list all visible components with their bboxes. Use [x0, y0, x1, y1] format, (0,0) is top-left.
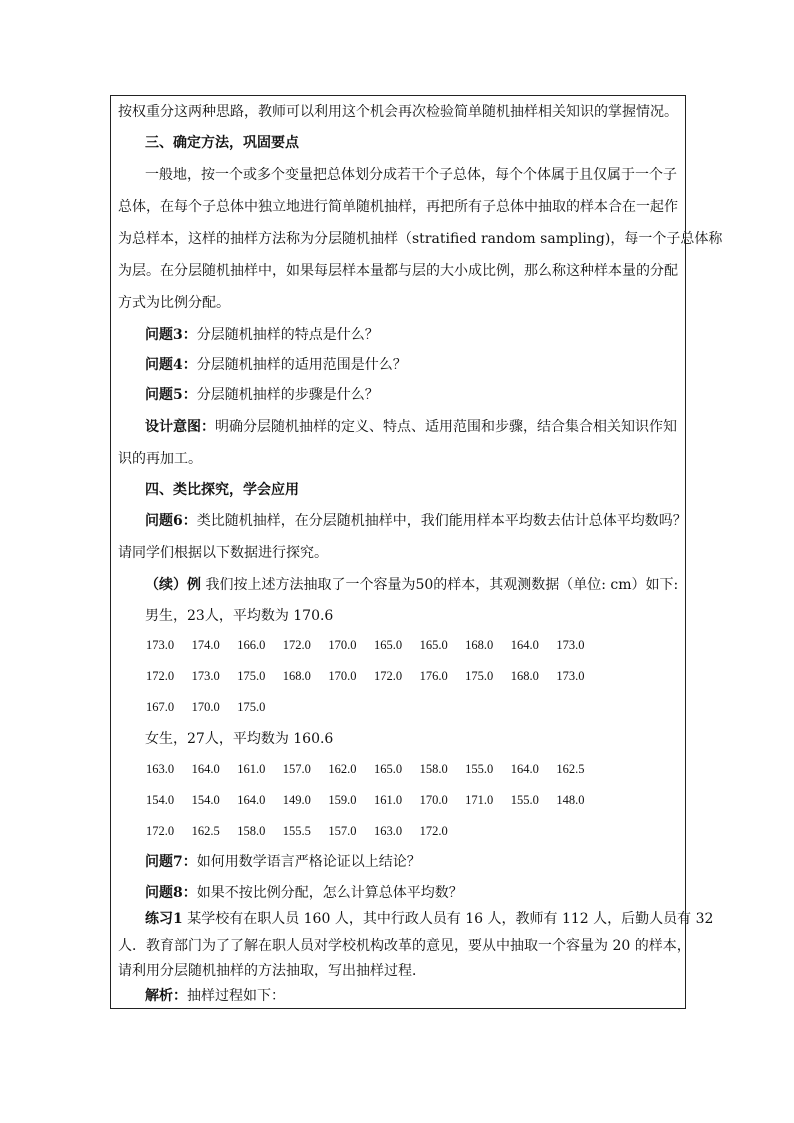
question-6 — [145, 512, 687, 530]
data-value: 154.0 — [146, 793, 175, 807]
design-intent — [145, 418, 677, 436]
text-line: 人．教育部门为了了解在职人员对学校机构改革的意见，要从中抽取一个容量为 20 的样本， — [118, 938, 691, 954]
data-value: 176.0 — [419, 669, 448, 683]
data-value: 173.0 — [556, 669, 585, 683]
data-value: 157.0 — [282, 762, 311, 776]
data-value: 167.0 — [146, 700, 175, 714]
female-heading: 女生，27人，平均数为 160.6 — [145, 731, 334, 747]
text-line: 方式为比例分配。 — [118, 295, 230, 311]
data-value: 162.5 — [191, 824, 220, 838]
example-text: 我们按上述方法抽取了一个容量为50的样本，其观测数据（单位: cm）如下: — [201, 577, 679, 593]
data-value: 164.0 — [510, 638, 539, 652]
question-text: 如何用数学语言严格论证以上结论？ — [196, 854, 421, 870]
data-value: 162.5 — [556, 762, 585, 776]
text-line: 识的再加工。 — [118, 451, 202, 467]
data-value: 173.0 — [191, 669, 220, 683]
data-value: 149.0 — [282, 793, 311, 807]
data-value: 164.0 — [191, 762, 220, 776]
data-value: 172.0 — [419, 824, 448, 838]
question-text: 分层随机抽样的特点是什么？ — [196, 327, 379, 343]
data-value: 173.0 — [146, 638, 175, 652]
section-heading-3: 三、确定方法，巩固要点 — [145, 135, 299, 151]
data-value: 165.0 — [419, 638, 448, 652]
text-line: 按权重分这两种思路，教师可以利用这个机会再次检验简单随机抽样相关知识的掌握情况。 — [118, 104, 678, 120]
data-value: 161.0 — [373, 793, 403, 807]
male-heading: 男生，23人，平均数为 170.6 — [145, 608, 334, 624]
data-value: 165.0 — [373, 762, 403, 776]
question-3 — [145, 326, 379, 344]
data-value: 162.0 — [328, 762, 357, 776]
text-line: 请同学们根据以下数据进行探究。 — [118, 545, 328, 561]
question-5 — [145, 386, 379, 404]
question-7 — [145, 853, 421, 871]
male-data-row — [146, 668, 602, 684]
question-text: 如果不按比例分配，怎么计算总体平均数？ — [196, 885, 463, 901]
text-line: 请利用分层随机抽样的方法抽取，写出抽样过程． — [118, 963, 426, 979]
solution-line — [145, 987, 285, 1005]
data-value: 157.0 — [328, 824, 357, 838]
section-heading-4: 四、类比探究，学会应用 — [145, 482, 299, 498]
question-text: 类比随机抽样，在分层随机抽样中，我们能用样本平均数去估计总体平均数吗？ — [196, 513, 687, 529]
data-value: 155.0 — [510, 793, 539, 807]
text-line: 总体，在每个子总体中独立地进行简单随机抽样，再把所有子总体中抽取的样本合在一起作 — [118, 199, 678, 215]
data-value: 168.0 — [282, 669, 311, 683]
design-text: 明确分层随机抽样的定义、特点、适用范围和步骤，结合集合相关知识作知 — [215, 419, 677, 435]
data-value: 163.0 — [146, 762, 175, 776]
question-label: 问题5： — [145, 387, 197, 403]
data-value: 170.0 — [328, 669, 357, 683]
design-label: 设计意图： — [145, 419, 215, 435]
solution-text: 抽样过程如下： — [187, 988, 285, 1004]
data-value: 171.0 — [465, 793, 494, 807]
data-value: 175.0 — [465, 669, 494, 683]
female-data-row — [146, 792, 602, 808]
male-data-row — [146, 637, 602, 653]
exercise-label: 练习1 — [145, 911, 183, 927]
data-value: 170.0 — [191, 700, 220, 714]
exercise-1 — [145, 910, 713, 928]
male-data-row — [146, 699, 283, 715]
female-data-row — [146, 823, 465, 839]
data-value: 164.0 — [237, 793, 266, 807]
example-line — [145, 576, 678, 594]
data-value: 172.0 — [373, 669, 403, 683]
question-8 — [145, 884, 463, 902]
data-value: 172.0 — [146, 669, 175, 683]
text-line: 为层。在分层随机抽样中，如果每层样本量都与层的大小成比例，那么称这种样本量的分配 — [118, 263, 678, 279]
female-data-row — [146, 761, 602, 777]
data-value: 158.0 — [237, 824, 266, 838]
solution-label: 解析： — [145, 988, 187, 1004]
question-4 — [145, 356, 407, 374]
data-value: 164.0 — [510, 762, 539, 776]
text-line: 为总样本，这样的抽样方法称为分层随机抽样（stratified random sampling)，每一个子总体称 — [118, 231, 723, 247]
data-value: 175.0 — [237, 669, 266, 683]
data-value: 161.0 — [237, 762, 266, 776]
data-value: 166.0 — [237, 638, 266, 652]
question-label: 问题3： — [145, 327, 197, 343]
data-value: 172.0 — [282, 638, 311, 652]
data-value: 154.0 — [191, 793, 220, 807]
question-label: 问题8： — [145, 885, 197, 901]
question-label: 问题7： — [145, 854, 197, 870]
data-value: 168.0 — [510, 669, 539, 683]
question-text: 分层随机抽样的适用范围是什么？ — [196, 357, 407, 373]
exercise-text: 某学校有在职人员 160 人，其中行政人员有 16 人，教师有 112 人，后勤人员有 32 — [182, 911, 714, 927]
question-text: 分层随机抽样的步骤是什么？ — [196, 387, 379, 403]
data-value: 165.0 — [373, 638, 403, 652]
question-label: 问题4： — [145, 357, 197, 373]
data-value: 155.0 — [465, 762, 494, 776]
data-value: 170.0 — [328, 638, 357, 652]
data-value: 159.0 — [328, 793, 357, 807]
data-value: 172.0 — [146, 824, 175, 838]
data-value: 163.0 — [373, 824, 403, 838]
example-label: （续）例 — [145, 577, 201, 593]
question-label: 问题6： — [145, 513, 197, 529]
data-value: 170.0 — [419, 793, 448, 807]
data-value: 173.0 — [556, 638, 585, 652]
data-value: 155.5 — [282, 824, 311, 838]
data-value: 175.0 — [237, 700, 266, 714]
data-value: 158.0 — [419, 762, 448, 776]
data-value: 174.0 — [191, 638, 220, 652]
data-value: 168.0 — [465, 638, 494, 652]
data-value: 148.0 — [556, 793, 585, 807]
text-line: 一般地，按一个或多个变量把总体划分成若干个子总体，每个个体属于且仅属于一个子 — [145, 167, 677, 183]
